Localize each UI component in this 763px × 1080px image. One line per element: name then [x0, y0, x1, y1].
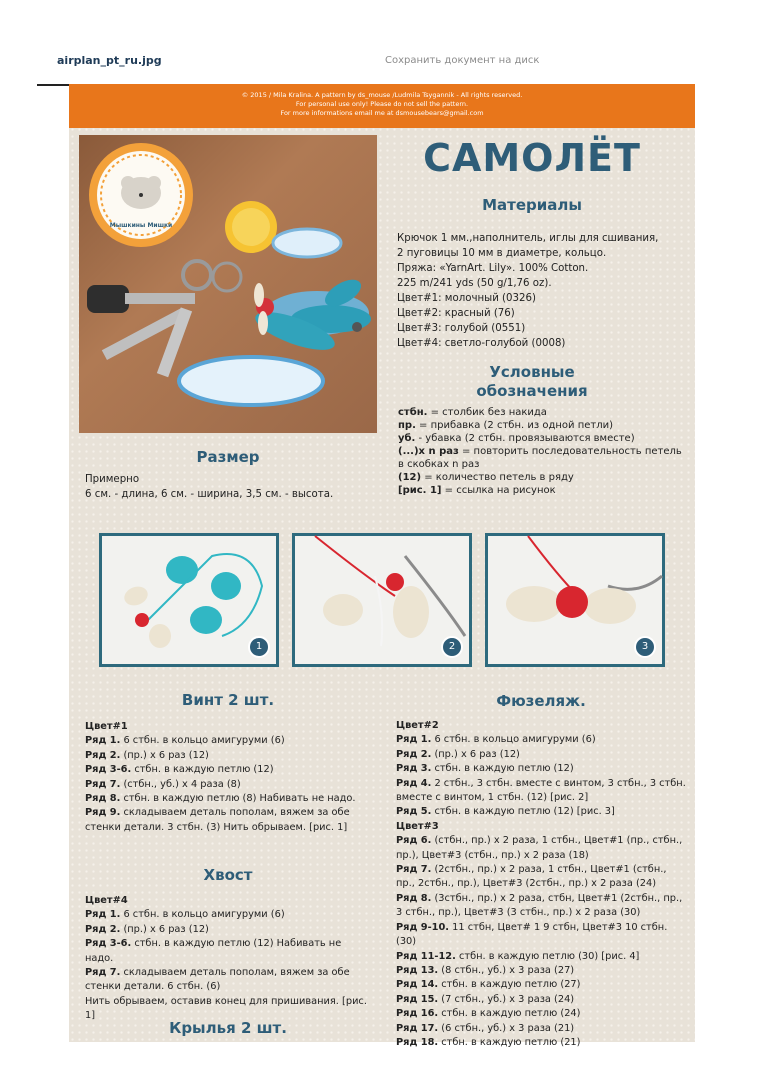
instruction-line: Ряд 2. (пр.) х 6 раз (12) [85, 749, 209, 761]
legend-value: = ссылка на рисунок [441, 485, 556, 496]
figure-2 [292, 533, 472, 667]
legend-value: = повторить последовательность петель в скобках n раз [398, 446, 682, 470]
viewer-toolbar [37, 38, 569, 86]
instruction-line: Ряд 18. стбн. в каждую петлю (21) [396, 1036, 581, 1048]
materials-line: Крючок 1 мм.,наполнитель, иглы для сшивания, [397, 233, 659, 244]
instruction-line: Ряд 1. 6 стбн. в кольцо амигуруми (6) [396, 734, 596, 746]
figure-number: 2 [441, 636, 463, 658]
propeller-instructions [85, 720, 371, 835]
size-line: Примерно [85, 474, 140, 485]
instruction-line: Ряд 8. (3стбн., пр.) х 2 раза, стбн, Цвет#1 (2стбн., пр., 3 стбн., пр.), Цвет#3 (3 стбн., пр.) х 2 раза (30) [396, 892, 683, 919]
fuselage-heading: Фюзеляж. [496, 692, 586, 710]
legend-item [398, 471, 690, 484]
instruction-line: Ряд 1. 6 стбн. в кольцо амигуруми (6) [85, 735, 285, 747]
instruction-line: Ряд 7. складываем деталь пополам, вяжем за обе стенки детали. 6 стбн. (6) [85, 967, 350, 993]
materials-line: Пряжа: «YarnArt. Lily». 100% Cotton. [397, 263, 589, 274]
legend-value: = столбик без накида [427, 407, 547, 418]
legend-key: пр. [398, 420, 416, 431]
banner-line-1: © 2015 / Mila Kralina. A pattern by ds_mouse /Ludmila Tsygannik - All rights reserved. [241, 91, 523, 99]
product-photo [79, 135, 377, 433]
legend-item [398, 419, 690, 432]
abbreviation-legend [398, 406, 690, 497]
instruction-line: Ряд 2. (пр.) х 6 раз (12) [396, 748, 520, 760]
banner-line-3: For more informations email me at dsmousebears@gmail.com [280, 109, 484, 117]
legend-item [398, 432, 690, 445]
legend-key: уб. [398, 433, 416, 444]
instruction-line: Ряд 3-6. стбн. в каждую петлю (12) Набивать не надо. [85, 938, 342, 964]
legend-key: (...)x n раз [398, 446, 459, 457]
logo-text: Мышкины Мишки [109, 222, 173, 229]
tail-instructions [85, 894, 371, 1024]
materials-line: Цвет#2: красный (76) [397, 308, 515, 319]
instruction-line: Ряд 3-6. стбн. в каждую петлю (12) [85, 764, 274, 776]
save-to-disk-link[interactable]: Сохранить документ на диск [385, 55, 540, 66]
instruction-line: Ряд 4. 2 стбн., 3 стбн. вместе с винтом, 3 стбн., 3 стбн. вместе с винтом, 1 стбн. (12) [рис. 2] [396, 777, 686, 804]
instruction-line: Ряд 1. 6 стбн. в кольцо амигуруми (6) [85, 909, 285, 921]
file-name: airplan_pt_ru.jpg [57, 54, 162, 67]
instruction-line: Цвет#1 [85, 721, 128, 732]
tail-heading: Хвост [203, 866, 253, 884]
instruction-line: Ряд 15. (7 стбн., уб.) х 3 раза (24) [396, 993, 575, 1005]
legend-heading-line-2: обозначения [476, 382, 588, 400]
instruction-line: Ряд 7. (стбн., уб.) х 4 раза (8) [85, 778, 241, 790]
size-text [85, 472, 333, 502]
instruction-line: Нить обрываем, оставив конец для пришивания. [рис. 1] [85, 995, 367, 1022]
materials-line: Цвет#3: голубой (0551) [397, 323, 526, 334]
instruction-line: Ряд 3. стбн. в каждую петлю (12) [396, 763, 574, 775]
crochet-airplane [251, 274, 371, 357]
instruction-line: Ряд 17. (6 стбн., уб.) х 3 раза (21) [396, 1022, 575, 1034]
fuselage-instructions [396, 719, 688, 1050]
figure-number: 3 [634, 636, 656, 658]
legend-key: (12) [398, 472, 422, 483]
materials-line: 225 m/241 yds (50 g/1,76 oz). [397, 278, 552, 289]
materials-list [397, 231, 658, 351]
instruction-line: Ряд 16. стбн. в каждую петлю (24) [396, 1008, 581, 1020]
figure-number: 1 [248, 636, 270, 658]
materials-heading: Материалы [482, 196, 582, 214]
instruction-line: Ряд 11-12. стбн. в каждую петлю (30) [рис. 4] [396, 950, 640, 962]
airplane-keychain-illustration [79, 135, 377, 433]
instruction-line: Цвет#2 [396, 720, 439, 731]
instruction-line: Ряд 5. стбн. в каждую петлю (12) [рис. 3] [396, 806, 615, 818]
size-line: 6 см. - длина, 6 см. - ширина, 3,5 см. - высота. [85, 489, 334, 500]
instruction-line: Ряд 8. стбн. в каждую петлю (8) Набивать не надо. [85, 793, 356, 805]
instruction-line: Ряд 14. стбн. в каждую петлю (27) [396, 979, 581, 991]
figure-1 [99, 533, 279, 667]
legend-key: [рис. 1] [398, 485, 442, 496]
instruction-line: Ряд 9. складываем деталь пополам, вяжем за обе стенки детали. 3 стбн. (3) Нить обрываем. [рис. 1] [85, 807, 350, 833]
materials-line: Цвет#4: светло-голубой (0008) [397, 338, 566, 349]
propeller-heading: Винт 2 шт. [181, 691, 275, 709]
cloud-bottom [179, 357, 323, 405]
wings-heading: Крылья 2 шт. [169, 1019, 287, 1037]
sun-figure [225, 201, 277, 253]
legend-item [398, 445, 690, 471]
copyright-banner [69, 84, 695, 128]
legend-value: = прибавка (2 стбн. из одной петли) [415, 420, 614, 431]
instruction-line: Ряд 2. (пр.) х 6 раз (12) [85, 923, 209, 935]
instruction-line: Ряд 6. (стбн., пр.) х 2 раза, 1 стбн., Цвет#1 (пр., стбн., пр.), Цвет#3 (стбн., пр.) х 2 раза (18) [396, 835, 683, 861]
legend-key: стбн. [398, 407, 428, 418]
brand-logo [89, 143, 193, 247]
materials-line: Цвет#1: молочный (0326) [397, 293, 536, 304]
cloud-top [273, 229, 341, 257]
figure-3 [485, 533, 665, 667]
instruction-line: Цвет#4 [85, 895, 128, 906]
document-page [69, 84, 695, 1048]
banner-line-2: For personal use only! Please do not sell the pattern. [295, 100, 469, 108]
instruction-line: Ряд 9-10. 11 стбн, Цвет# 1 9 стбн, Цвет#3 10 стбн. (30) [396, 921, 668, 948]
legend-value: = количество петель в ряду [421, 472, 574, 483]
legend-heading [369, 363, 695, 401]
legend-item [398, 406, 690, 419]
legend-value: - убавка (2 стбн. провязываются вместе) [415, 433, 635, 444]
legend-heading-line-1: Условные [489, 363, 575, 381]
materials-line: 2 пуговицы 10 мм в диаметре, кольцо. [397, 248, 607, 259]
size-heading: Размер [196, 448, 260, 466]
instruction-line: Цвет#3 [396, 820, 439, 832]
instruction-line: Ряд 13. (8 стбн., уб.) х 3 раза (27) [396, 964, 575, 976]
legend-item [398, 484, 690, 497]
instruction-line: Ряд 7. (2стбн., пр.) х 2 раза, 1 стбн., Цвет#1 (стбн., пр., 2стбн., пр.), Цвет#3 (2стбн., пр.) х 2 раза (24) [396, 864, 667, 890]
pattern-title: САМОЛЁТ [423, 136, 641, 180]
